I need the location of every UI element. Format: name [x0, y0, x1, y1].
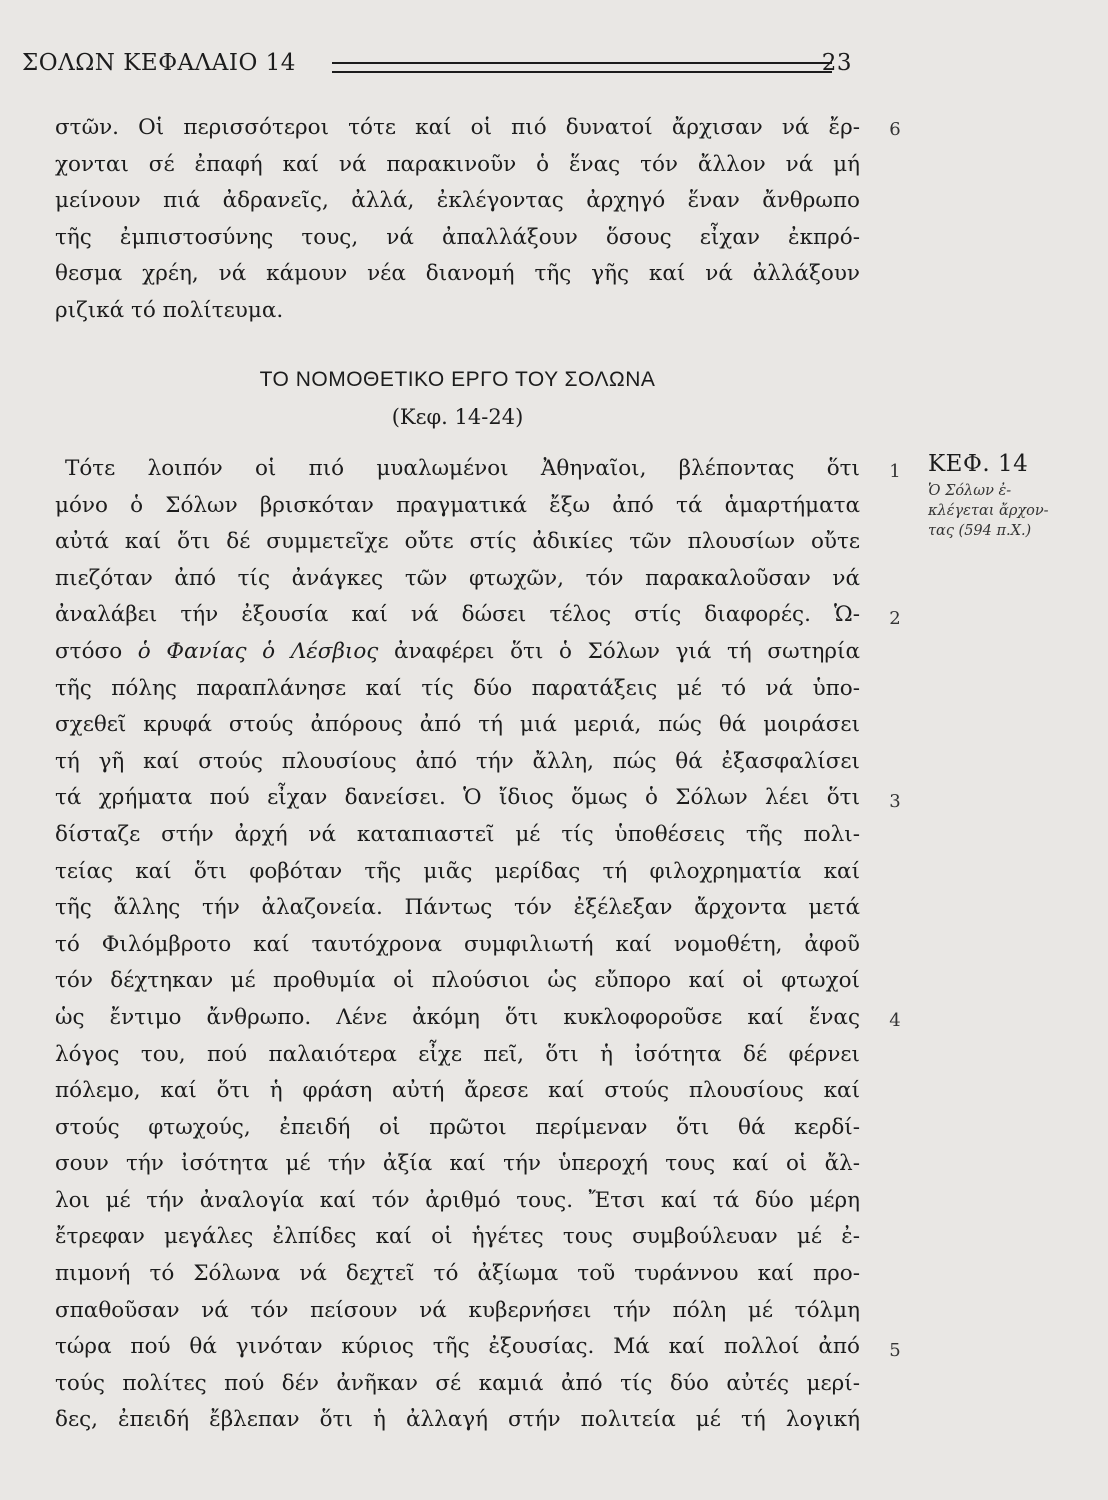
text-line: τά χρήματα πού εἶχαν δανείσει. Ὁ ἴδιος ὅμως ὁ Σόλων λέει ὅτι	[55, 785, 860, 811]
text-line: τώρα πού θά γινόταν κύριος τῆς ἐξουσίας. Μά καί πολλοί ἀπό	[55, 1334, 860, 1360]
text-line: σπαθοῦσαν νά τόν πείσουν νά κυβερνήσει τήν πόλη μέ τόλμη	[55, 1297, 860, 1323]
margin-gloss-line: τας (594 π.Χ.)	[928, 523, 1032, 539]
section-subheading: (Κεφ. 14-24)	[391, 405, 524, 429]
paragraph-number: 2	[889, 608, 901, 629]
text-line: τῆς πόλης παραπλάνησε καί τίς δύο παρατάξεις μέ τό νά ὑπο-	[55, 675, 860, 701]
text-line: Τότε λοιπόν οἱ πιό μυαλωμένοι Ἀθηναῖοι, βλέποντας ὅτι	[65, 456, 860, 481]
paragraph-number: 4	[889, 1010, 901, 1031]
text-line: μείνουν πιά ἀδρανεῖς, ἀλλά, ἐκλέγοντας ἀρχηγό ἕναν ἄνθρωπο	[55, 188, 860, 214]
paragraph-number: 1	[889, 461, 901, 482]
text-line: αὐτά καί ὅτι δέ συμμετεῖχε οὔτε στίς ἀδικίες τῶν πλουσίων οὔτε	[55, 529, 860, 555]
text-line: ἔτρεφαν μεγάλες ἐλπίδες καί οἱ ἡγέτες τους συμβούλευαν μέ ἐ-	[55, 1224, 860, 1250]
text-line: ἀναλάβει τήν ἐξουσία καί νά δώσει τέλος στίς διαφορές. Ὡ-	[55, 602, 860, 628]
text-line: στῶν. Οἱ περισσότεροι τότε καί οἱ πιό δυνατοί ἄρχισαν νά ἔρ-	[55, 115, 860, 140]
text-line: πιμονή τό Σόλωνα νά δεχτεῖ τό ἀξίωμα τοῦ τυράννου καί προ-	[55, 1261, 860, 1287]
paragraph-number: 5	[889, 1340, 901, 1361]
text-line: σχεθεῖ κρυφά στούς ἀπόρους ἀπό τή μιά μεριά, πώς θά μοιράσει	[55, 712, 860, 738]
text-line: στούς φτωχούς, ἐπειδή οἱ πρῶτοι περίμεναν ὅτι θά κερδί-	[55, 1114, 860, 1140]
header-double-rule	[332, 62, 832, 73]
text-line: τόν δέχτηκαν μέ προθυμία οἱ πλούσιοι ὡς εὔπορο καί οἱ φτωχοί	[55, 968, 860, 994]
paragraph-number: 6	[889, 119, 901, 140]
margin-note	[928, 451, 1078, 541]
margin-gloss-line: Ὁ Σόλων ἐ-	[928, 483, 1012, 499]
text-line-with-italic: στόσο ὁ Φανίας ὁ Λέσβιος ἀναφέρει ὅτι ὁ Σόλων γιά τή σωτηρία	[55, 638, 860, 664]
text-line: τῆς ἄλλης τήν ἀλαζονεία. Πάντως τόν ἐξέλεξαν ἄρχοντα μετά	[55, 895, 860, 921]
text-line: λοι μέ τήν ἀναλογία καί τόν ἀριθμό τους. Ἔτσι καί τά δύο μέρη	[55, 1187, 860, 1213]
margin-chapter-label: ΚΕΦ. 14	[928, 451, 1029, 477]
page-number: 23	[821, 50, 852, 76]
text-line: τό Φιλόμβροτο καί ταυτόχρονα συμφιλιωτή καί νομοθέτη, ἀφοῦ	[55, 931, 860, 957]
text-line: τούς πολίτες πού δέν ἀνῆκαν σέ καμιά ἀπό τίς δύο αὐτές μερί-	[55, 1370, 860, 1396]
section-heading: ΤΟ ΝΟΜΟΘΕΤΙΚΟ ΕΡΓΟ ΤΟΥ ΣΟΛΩΝΑ	[259, 368, 656, 391]
main-text	[55, 451, 860, 1439]
margin-gloss	[928, 481, 1078, 541]
running-header	[22, 50, 852, 82]
text-line: τῆς ἐμπιστοσύνης τους, νά ἀπαλλάξουν ὅσους εἶχαν ἐκπρό-	[55, 224, 860, 250]
text-line: τείας καί ὅτι φοβόταν τῆς μιᾶς μερίδας τή φιλοχρηματία καί	[55, 858, 860, 884]
text-line: τή γῆ καί στούς πλουσίους ἀπό τήν ἄλλη, πώς θά ἐξασφαλίσει	[55, 748, 860, 774]
text-line: δίσταζε στήν ἀρχή νά καταπιαστεῖ μέ τίς ὑποθέσεις τῆς πολι-	[55, 821, 860, 847]
margin-gloss-line: κλέγεται ἄρχον-	[928, 503, 1049, 519]
italic-author-name: ὁ Φανίας ὁ Λέσβιος	[137, 638, 379, 664]
text-line: λόγος του, πού παλαιότερα εἶχε πεῖ, ὅτι ἡ ἰσότητα δέ φέρνει	[55, 1041, 860, 1067]
text-line: μόνο ὁ Σόλων βρισκόταν πραγματικά ἔξω ἀπό τά ἁμαρτήματα	[55, 492, 860, 518]
text-line: ριζικά τό πολίτευμα.	[55, 297, 284, 323]
text-line: σουν τήν ἰσότητα μέ τήν ἀξία καί τήν ὑπεροχή τους καί οἱ ἄλ-	[55, 1151, 860, 1177]
text-line: ὡς ἔντιμο ἄνθρωπο. Λένε ἀκόμη ὅτι κυκλοφοροῦσε καί ἕνας	[55, 1004, 860, 1030]
text-line: δες, ἐπειδή ἔβλεπαν ὅτι ἡ ἀλλαγή στήν πολιτεία μέ τή λογική	[55, 1407, 860, 1433]
paragraph-number: 3	[889, 791, 901, 812]
text-line: πιεζόταν ἀπό τίς ἀνάγκες τῶν φτωχῶν, τόν παρακαλοῦσαν νά	[55, 565, 860, 591]
intro-paragraph	[55, 110, 860, 330]
text-line: θεσμα χρέη, νά κάμουν νέα διανομή τῆς γῆς καί νά ἀλλάξουν	[55, 261, 860, 287]
text-line: πόλεμο, καί ὅτι ἡ φράση αὐτή ἄρεσε καί στούς πλουσίους καί	[55, 1078, 860, 1104]
running-title: ΣΟΛΩΝ ΚΕΦΑΛΑΙΟ 14	[22, 50, 296, 76]
text-line: χονται σέ ἐπαφή καί νά παρακινοῦν ὁ ἕνας τόν ἄλλον νά μή	[55, 151, 860, 177]
